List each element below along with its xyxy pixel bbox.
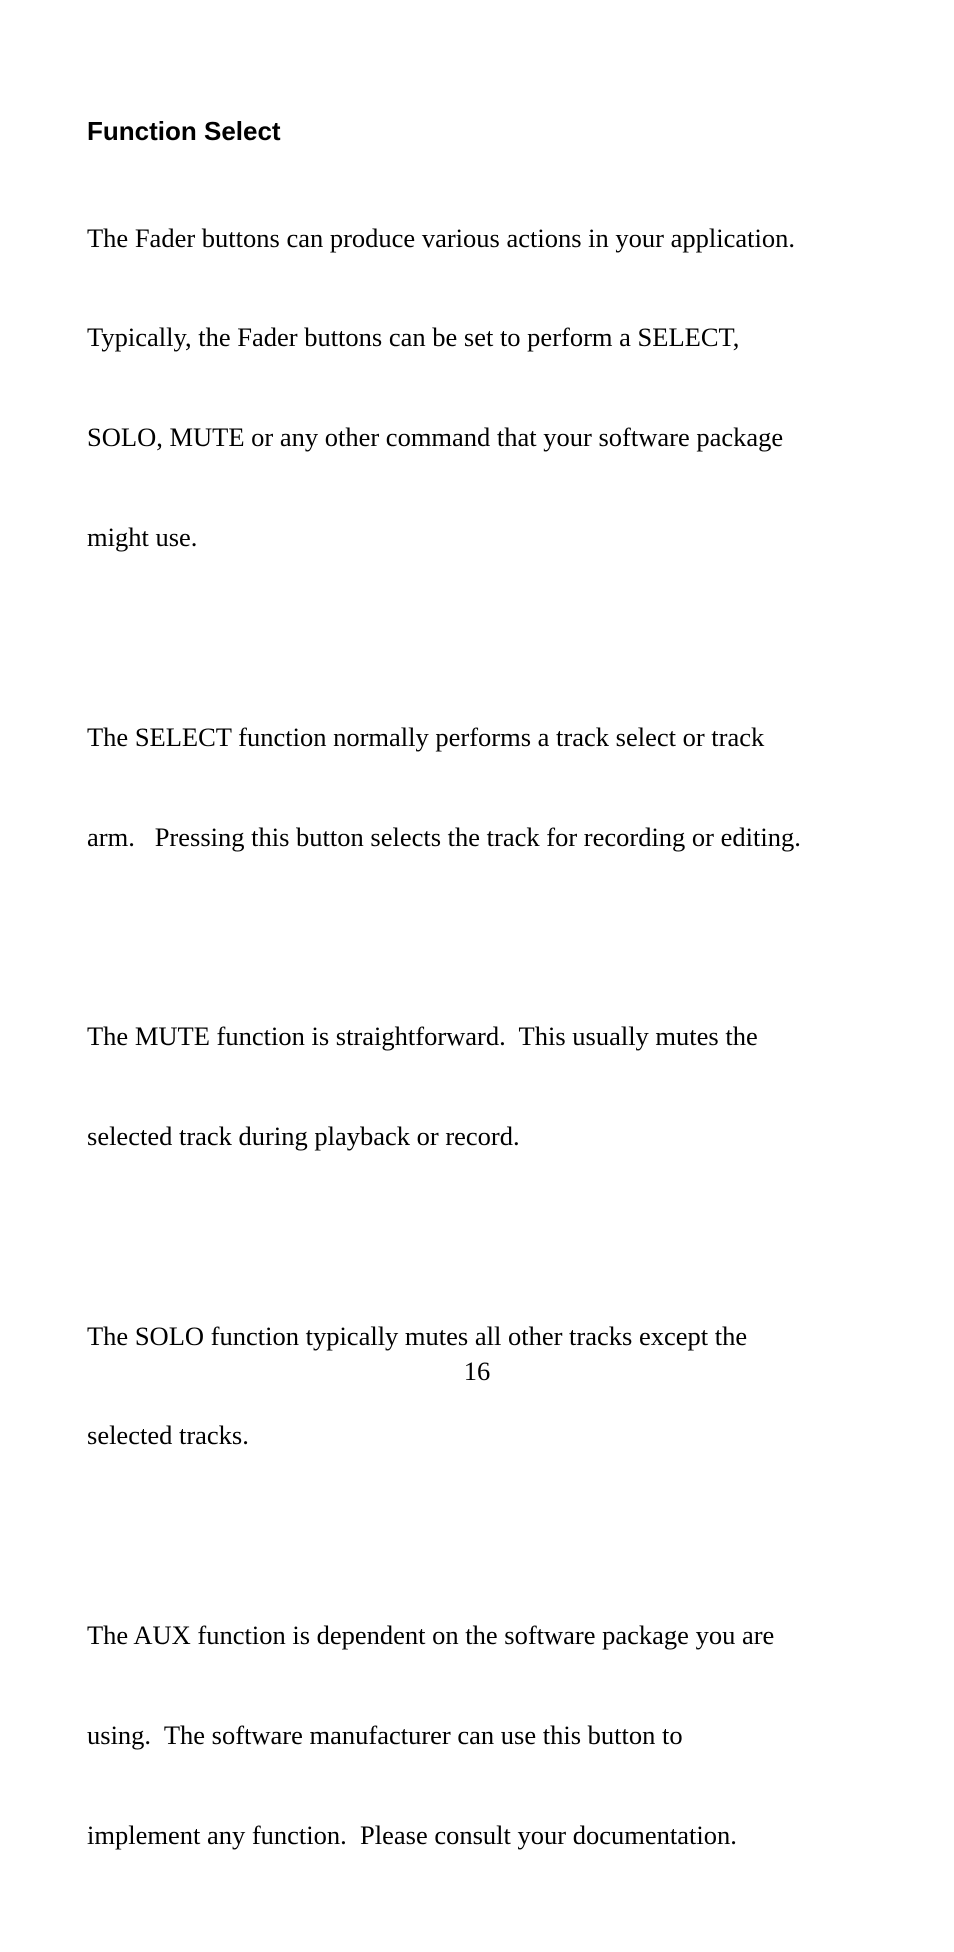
paragraph-line: The AUX function is dependent on the software package you are	[87, 1619, 775, 1650]
paragraph-fader-buttons	[87, 155, 877, 621]
main-content	[87, 113, 877, 1952]
paragraph-line: might use.	[87, 522, 198, 553]
page-number: 16	[463, 1356, 491, 1386]
paragraph-line: The SELECT function normally performs a track select or track	[87, 721, 765, 752]
paragraph-line: selected track during playback or record.	[87, 1121, 520, 1152]
paragraph-line: The SOLO function typically mutes all other tracks except the	[87, 1320, 748, 1351]
section-heading: Function Select	[87, 116, 281, 146]
paragraph-mute-function	[87, 954, 877, 1220]
paragraph-line: implement any function. Please consult your documentation.	[87, 1819, 737, 1850]
paragraph-line: using. The software manufacturer can use this button to	[87, 1719, 683, 1750]
paragraph-line: selected tracks.	[87, 1420, 249, 1451]
paragraph-line: The MUTE function is straightforward. This usually mutes the	[87, 1021, 758, 1052]
paragraph-line: Typically, the Fader buttons can be set to perform a SELECT,	[87, 322, 740, 353]
paragraph-line: arm. Pressing this button selects the track for recording or editing.	[87, 821, 801, 852]
paragraph-line: The Fader buttons can produce various actions in your application.	[87, 222, 795, 253]
paragraph-line: SOLO, MUTE or any other command that your software package	[87, 422, 784, 453]
paragraph-select-function	[87, 654, 877, 920]
paragraph-aux-function	[87, 1552, 877, 1918]
